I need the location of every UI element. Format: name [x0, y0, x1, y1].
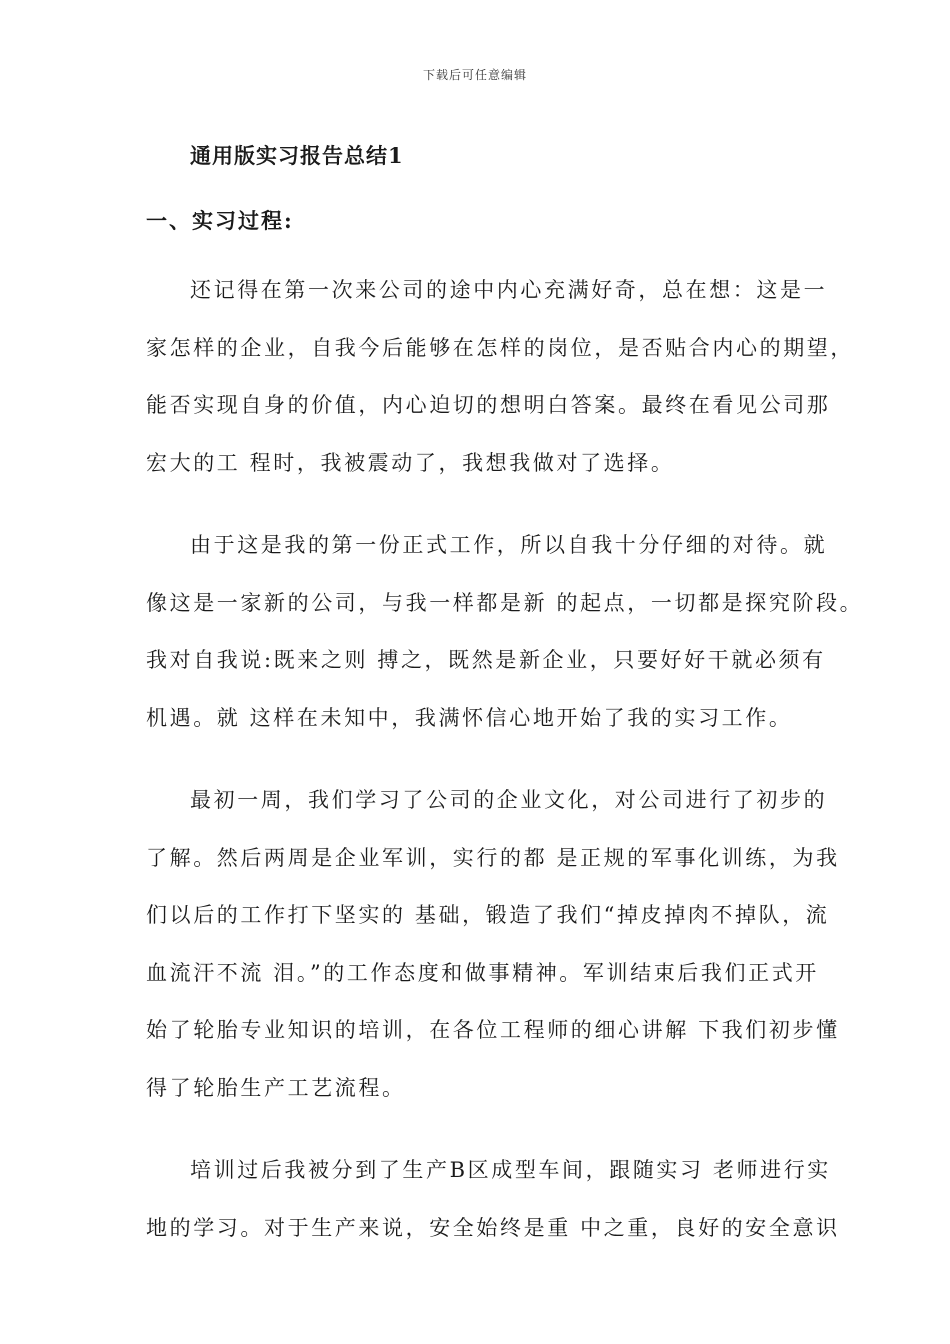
paragraph-1	[146, 262, 854, 492]
paragraph-line: 我对自我说:既来之则 搏之，既然是新企业，只要好好干就必须有	[146, 648, 826, 672]
document-title: 通用版实习报告总结1	[190, 143, 404, 168]
paragraph-line: 始了轮胎专业知识的培训，在各位工程师的细心讲解 下我们初步懂	[146, 1018, 840, 1042]
body-text	[146, 262, 864, 1282]
paragraph-line: 们以后的工作打下坚实的 基础，锻造了我们“掉皮掉肉不掉队，流	[146, 903, 830, 927]
paragraph-line: 家怎样的企业，自我今后能够在怎样的岗位，是否贴合内心的期望，	[146, 335, 854, 360]
header-note: 下载后可任意编辑	[422, 68, 527, 82]
section-heading: 一、实习过程:	[146, 208, 294, 233]
paragraph-line: 了解。然后两周是企业军训，实行的都 是正规的军事化训练，为我	[146, 845, 840, 870]
paragraph-4	[146, 1142, 840, 1257]
paragraph-line: 机遇。就 这样在未知中，我满怀信心地开始了我的实习工作。	[146, 705, 793, 730]
paragraph-line: 最初一周，我们学习了公司的企业文化，对公司进行了初步的	[190, 788, 828, 812]
paragraph-line: 宏大的工 程时，我被震动了，我想我做对了选择。	[146, 450, 675, 475]
paragraph-line: 由于这是我的第一份正式工作，所以自我十分仔细的对待。就	[190, 533, 828, 557]
paragraph-line: 得了轮胎生产工艺流程。	[146, 1075, 406, 1100]
paragraph-2	[146, 517, 864, 747]
paragraph-line: 地的学习。对于生产来说，安全始终是重 中之重，良好的安全意识	[146, 1215, 840, 1240]
paragraph-line: 血流汗不流 泪。”的工作态度和做事精神。军训结束后我们正式开	[146, 960, 819, 985]
paragraph-line: 像这是一家新的公司，与我一样都是新 的起点，一切都是探究阶段。	[146, 590, 864, 615]
paragraph-line: 培训过后我被分到了生产B区成型车间，跟随实习 老师进行实	[190, 1158, 831, 1182]
paragraph-3	[146, 772, 840, 1117]
paragraph-line: 能否实现自身的价值，内心迫切的想明白答案。最终在看见公司那	[146, 393, 831, 417]
paragraph-line: 还记得在第一次来公司的途中内心充满好奇，总在想：这是一	[190, 278, 828, 302]
